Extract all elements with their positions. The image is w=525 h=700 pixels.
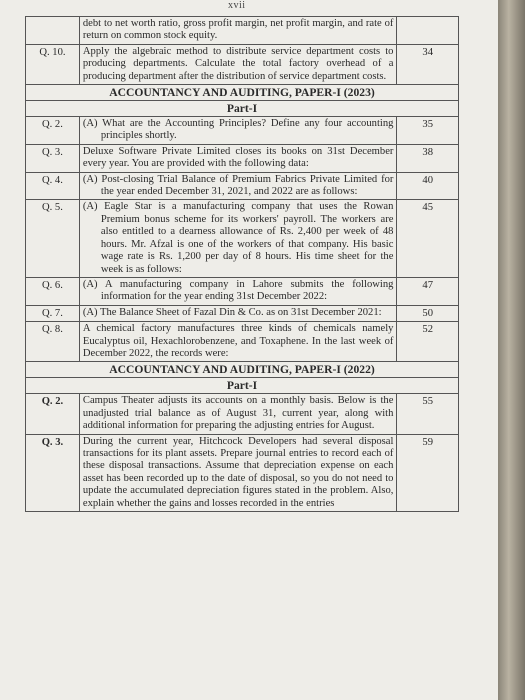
- question-number: Q. 2.: [26, 117, 80, 145]
- section-heading: [26, 101, 459, 117]
- contents-table: [25, 16, 459, 512]
- question-number: Q. 4.: [26, 172, 80, 200]
- question-number: Q. 10.: [26, 44, 80, 84]
- question-row: [26, 434, 459, 511]
- question-number: Q. 8.: [26, 322, 80, 362]
- page-reference: 52: [397, 322, 459, 362]
- question-number: Q. 3.: [26, 144, 80, 172]
- question-text: Campus Theater adjusts its accounts on a monthly basis. Below is the unadjusted trial balance as of August 31, current year, along with additional information for preparing the adjusting entries for August.: [82, 395, 394, 432]
- page-reference: 35: [397, 117, 459, 145]
- question-row: [26, 17, 459, 45]
- section-heading: [26, 85, 459, 101]
- question-number: Q. 7.: [26, 305, 80, 321]
- section-heading-text: Part-I: [26, 378, 459, 394]
- question-number: Q. 3.: [26, 434, 80, 511]
- page-reference: [397, 17, 459, 45]
- question-text-cell: [79, 144, 397, 172]
- section-heading: [26, 362, 459, 378]
- question-row: [26, 44, 459, 84]
- question-text: Deluxe Software Private Limited closes its books on 31st December every year. You are provided with the following data:: [82, 145, 394, 170]
- section-heading-text: Part-I: [26, 101, 459, 117]
- question-row: [26, 322, 459, 362]
- question-text: A chemical factory manufactures three kinds of chemicals namely Eucalyptus oil, Hexachlorobenzene, and Toxaphene. In the last week of December 2022, the records were:: [82, 323, 394, 359]
- section-heading-text: ACCOUNTANCY AND AUDITING, PAPER-I (2023): [26, 85, 459, 101]
- question-row: [26, 277, 459, 305]
- page-reference: 55: [397, 394, 459, 434]
- question-text-cell: [79, 117, 397, 145]
- question-row: [26, 200, 459, 277]
- question-text: During the current year, Hitchcock Developers had several disposal transactions for its plant assets. Prepare journal entries to record each of these disposal transactions. Assume that depreciation expense on each asset has been recorded up to the date of disposal, so you do not need to update the accumulated depreciation figures stated in the problem. Also, explain whether the gains and losses recorded in the entries: [82, 435, 394, 509]
- question-number: Q. 6.: [26, 277, 80, 305]
- question-text-cell: [79, 434, 397, 511]
- question-row: [26, 144, 459, 172]
- page-reference: 34: [397, 44, 459, 84]
- question-text: debt to net worth ratio, gross profit margin, net profit margin, and rate of return on common stock equity.: [82, 18, 394, 42]
- question-number: [26, 17, 80, 45]
- question-text-cell: [79, 277, 397, 305]
- page-edge-shadow: [498, 0, 525, 700]
- page-reference: 47: [397, 277, 459, 305]
- question-text-cell: [79, 305, 397, 321]
- page-reference: 59: [397, 434, 459, 511]
- question-number: Q. 2.: [26, 394, 80, 434]
- question-text: (A) Eagle Star is a manufacturing company that uses the Rowan Premium bonus scheme for its workers' payroll. The workers are also entitled to a dearness allowance of Rs. 2,400 per week of 48 hours. Mr. Afzal is one of the workers of that company. His basic wage rate is Rs. 1,200 per day of 8 hours. His time sheet for the week is as follows:: [82, 201, 394, 275]
- question-text-cell: [79, 200, 397, 277]
- question-text: (A) A manufacturing company in Lahore submits the following information for the year ending 31st December 2022:: [82, 278, 394, 303]
- page-reference: 45: [397, 200, 459, 277]
- question-text: (A) Post-closing Trial Balance of Premium Fabrics Private Limited for the year ended December 31, 2021, and 2022 are as follows:: [82, 173, 394, 198]
- page-reference: 50: [397, 305, 459, 321]
- question-text: Apply the algebraic method to distribute service department costs to producing departments. Calculate the total factory overhead of a producing department after the distribution of service department costs.: [82, 45, 394, 82]
- question-number: Q. 5.: [26, 200, 80, 277]
- question-row: [26, 172, 459, 200]
- question-text: (A) The Balance Sheet of Fazal Din & Co. as on 31st December 2021:: [82, 306, 382, 318]
- question-text-cell: [79, 44, 397, 84]
- question-row: [26, 394, 459, 434]
- page-reference: 40: [397, 172, 459, 200]
- page-number: xvii: [228, 0, 246, 11]
- question-text-cell: [79, 394, 397, 434]
- section-heading-text: ACCOUNTANCY AND AUDITING, PAPER-I (2022): [26, 362, 459, 378]
- question-row: [26, 305, 459, 321]
- question-text: (A) What are the Accounting Principles? Define any four accounting principles shortly.: [82, 118, 394, 142]
- section-heading: [26, 378, 459, 394]
- question-text-cell: [79, 322, 397, 362]
- question-text-cell: [79, 17, 397, 45]
- question-row: [26, 117, 459, 145]
- question-text-cell: [79, 172, 397, 200]
- page-reference: 38: [397, 144, 459, 172]
